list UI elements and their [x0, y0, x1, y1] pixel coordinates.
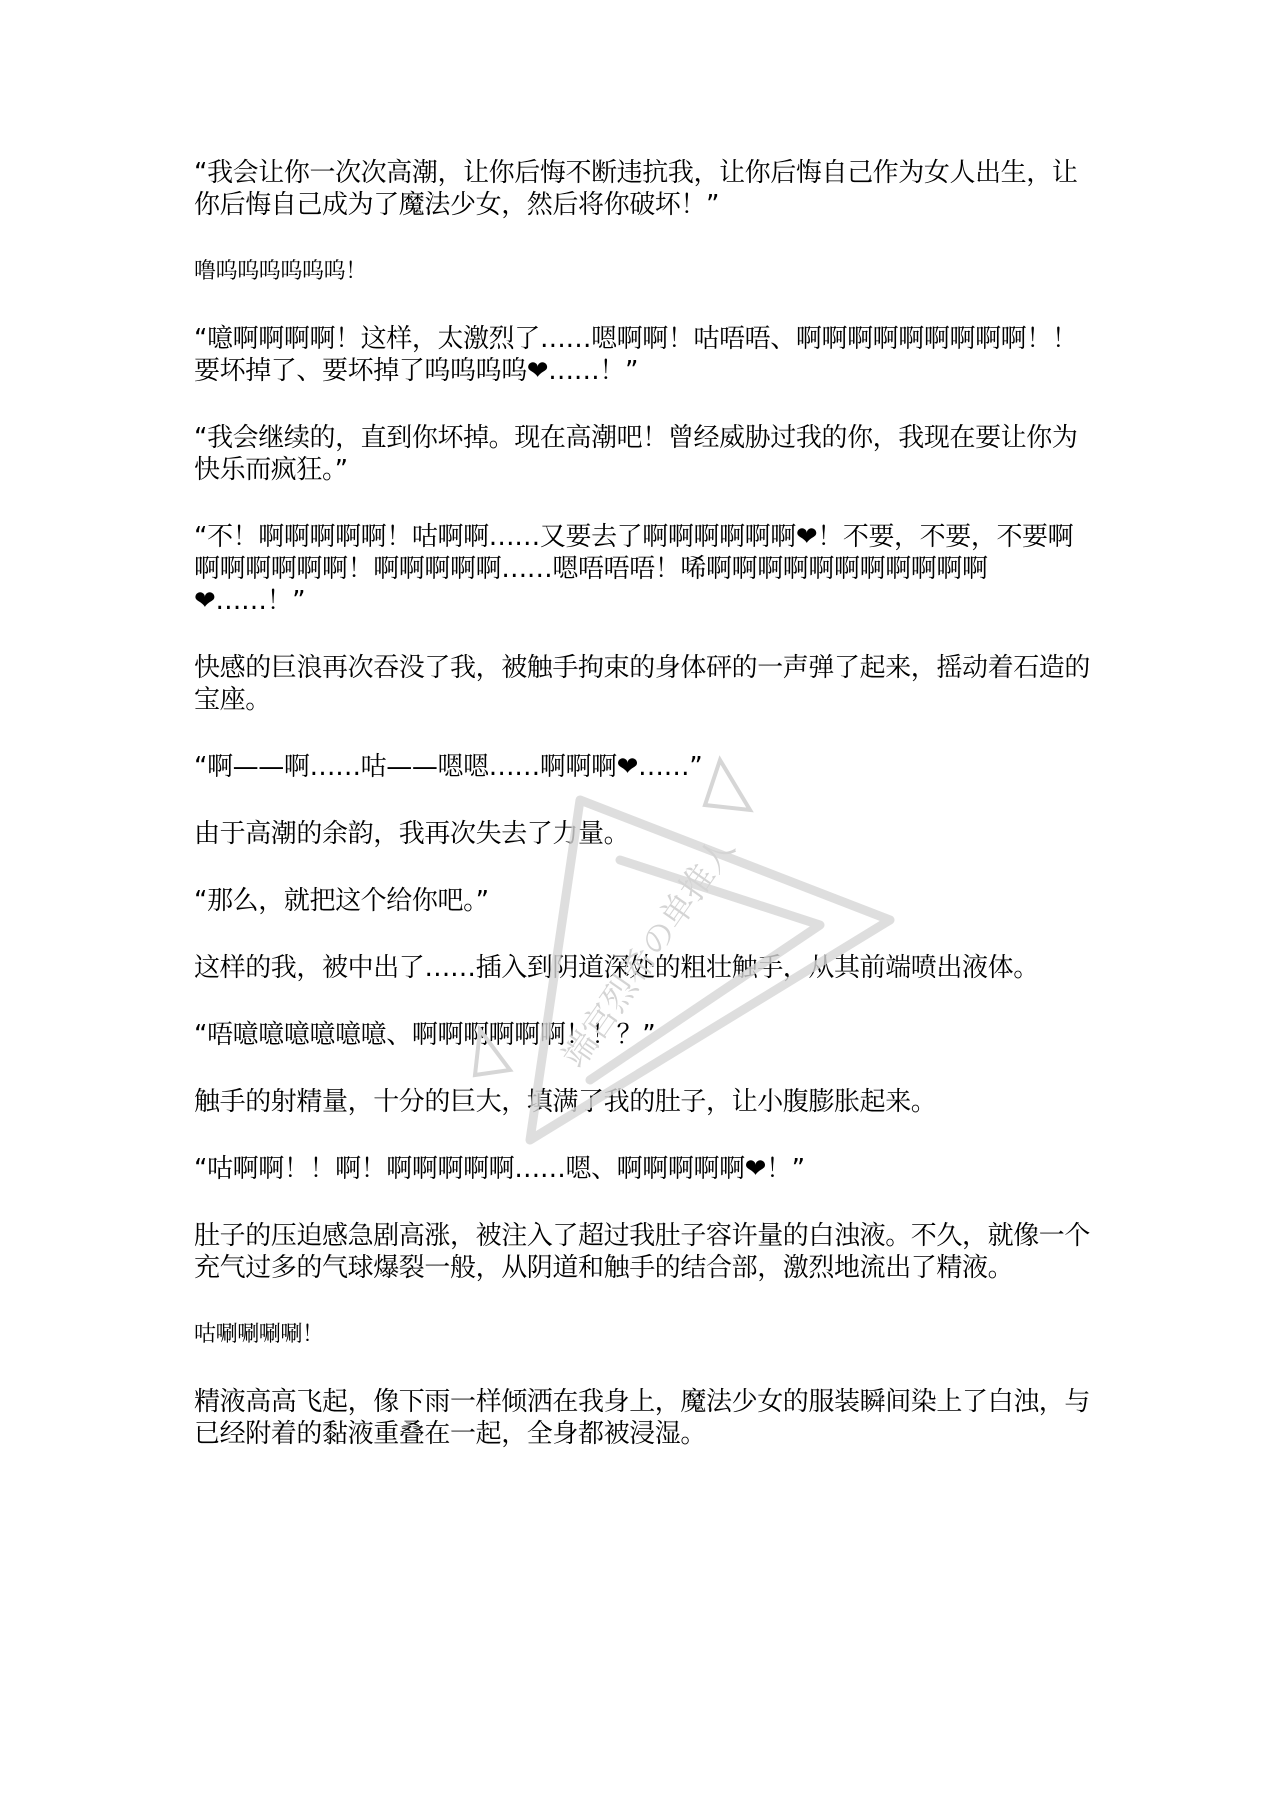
paragraph: 这样的我，被中出了……插入到阴道深处的粗壮触手，从其前端喷出液体。	[194, 953, 1039, 983]
paragraph: “咕啊啊！！啊！啊啊啊啊啊……嗯、啊啊啊啊啊❤！”	[194, 1154, 805, 1184]
paragraph: 精液高高飞起，像下雨一样倾洒在我身上，魔法少女的服装瞬间染上了白浊，与已经附着的黏液重叠在一起，全身都被浸湿。	[194, 1387, 1091, 1449]
paragraph: “唔噫噫噫噫噫噫、啊啊啊啊啊啊！！？”	[194, 1020, 656, 1050]
paragraph: 快感的巨浪再次吞没了我，被触手拘束的身体砰的一声弹了起来，摇动着石造的宝座。	[194, 653, 1091, 715]
paragraph: “不！啊啊啊啊啊！咕啊啊……又要去了啊啊啊啊啊啊❤！不要，不要，不要啊啊啊啊啊啊啊！啊啊啊啊啊……嗯唔唔唔！唏啊啊啊啊啊啊啊啊啊啊啊❤……！”	[194, 522, 1074, 616]
paragraph: 咕唰唰唰唰！	[194, 1322, 324, 1347]
paragraph: “啊——啊……咕——嗯嗯……啊啊啊❤……”	[194, 752, 703, 782]
paragraph: 由于高潮的余韵，我再次失去了力量。	[194, 819, 630, 849]
paragraph: “那么，就把这个给你吧。”	[194, 886, 489, 916]
paragraph: “我会继续的，直到你坏掉。现在高潮吧！曾经威胁过我的你，我现在要让你为快乐而疯狂。”	[194, 423, 1078, 485]
paragraph: 触手的射精量，十分的巨大，填满了我的肚子，让小腹膨胀起来。	[194, 1087, 937, 1117]
paragraph: “噫啊啊啊啊！这样，太激烈了……嗯啊啊！咕唔唔、啊啊啊啊啊啊啊啊啊！！要坏掉了、要坏掉了呜呜呜呜❤……！”	[194, 324, 1078, 386]
document-body	[194, 157, 1090, 1485]
paragraph: 噜呜呜呜呜呜呜！	[194, 259, 367, 284]
paragraph: “我会让你一次次高潮，让你后悔不断违抗我，让你后悔自己作为女人出生，让你后悔自己成为了魔法少女，然后将你破坏！”	[194, 158, 1078, 220]
watermark-text: 端宫烈希の单推人	[554, 829, 744, 1076]
paragraph: 肚子的压迫感急剧高涨，被注入了超过我肚子容许量的白浊液。不久，就像一个充气过多的气球爆裂一般，从阴道和触手的结合部，激烈地流出了精液。	[194, 1221, 1091, 1283]
